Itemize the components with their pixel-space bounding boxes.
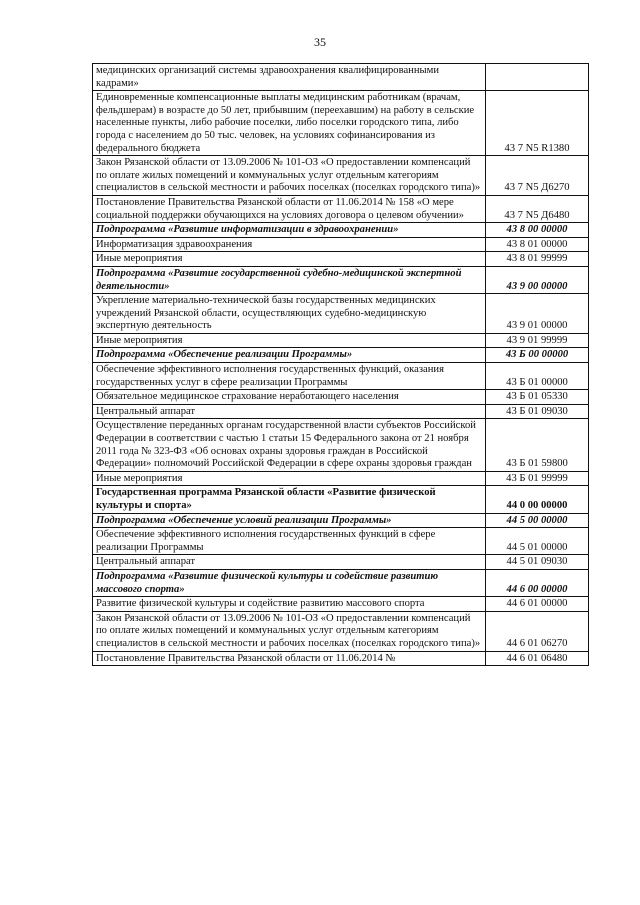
row-code-cell: 43 7 N5 R1380 [486, 91, 589, 156]
table-row [93, 195, 589, 222]
table-row [93, 252, 589, 267]
row-name-cell: Единовременные компенсационные выплаты медицинским работникам (врачам, фельдшерам) в возрасте до 50 лет, прибывшим (переехавшим) на работу в сельские населенные пункты, либо рабочие поселки, либо поселки городского типа, либо города с населением до 50 тыс. человек, на условиях софинансирования из федерального бюджета [93, 91, 486, 156]
table-row [93, 611, 589, 651]
table-row [93, 404, 589, 419]
row-code-cell: 43 7 N5 Д6480 [486, 195, 589, 222]
table-row [93, 64, 589, 91]
table-row [93, 348, 589, 363]
table-row [93, 91, 589, 156]
row-code-cell: 43 Б 01 09030 [486, 404, 589, 419]
row-code-cell: 43 8 00 00000 [486, 223, 589, 238]
row-name-cell: Подпрограмма «Развитие физической культуры и содействие развитию массового спорта» [93, 569, 486, 596]
row-name-cell: Иные мероприятия [93, 252, 486, 267]
row-name-cell: Центральный аппарат [93, 555, 486, 570]
row-code-cell: 43 Б 00 00000 [486, 348, 589, 363]
row-code-cell: 44 6 01 06480 [486, 651, 589, 666]
row-name-cell: Обязательное медицинское страхование неработающего населения [93, 390, 486, 405]
row-name-cell: Обеспечение эффективного исполнения государственных функций, оказания государственных услуг в сфере реализации Программы [93, 363, 486, 390]
row-name-cell: Подпрограмма «Обеспечение условий реализации Программы» [93, 513, 486, 528]
budget-classification-table [92, 63, 589, 666]
row-name-cell: Осуществление переданных органам государственной власти субъектов Российской Федерации в соответствии с частью 1 статьи 15 Федерального закона от 21 ноября 2011 года № 323-ФЗ «Об основах охраны здоровья граждан в Российской Федерации» полномочий Российской Федерации в сфере охраны здоровья граждан [93, 419, 486, 471]
table-row [93, 597, 589, 612]
row-name-cell: Обеспечение эффективного исполнения государственных функций в сфере реализации Программы [93, 528, 486, 555]
row-code-cell: 43 8 01 99999 [486, 252, 589, 267]
row-name-cell: Развитие физической культуры и содействие развитию массового спорта [93, 597, 486, 612]
table-row [93, 555, 589, 570]
table-row [93, 363, 589, 390]
row-name-cell: медицинских организаций системы здравоохранения квалифицированными кадрами» [93, 64, 486, 91]
row-code-cell: 44 0 00 00000 [486, 486, 589, 513]
table-row [93, 486, 589, 513]
table-row [93, 419, 589, 471]
table-row [93, 156, 589, 196]
row-code-cell: 44 5 01 09030 [486, 555, 589, 570]
row-code-cell: 43 Б 01 99999 [486, 471, 589, 486]
table-row [93, 390, 589, 405]
row-name-cell: Информатизация здравоохранения [93, 237, 486, 252]
table-row [93, 223, 589, 238]
row-code-cell: 44 5 00 00000 [486, 513, 589, 528]
row-code-cell: 43 7 N5 Д6270 [486, 156, 589, 196]
row-code-cell: 43 Б 01 00000 [486, 363, 589, 390]
table-body [93, 64, 589, 666]
row-name-cell: Постановление Правительства Рязанской области от 11.06.2014 № 158 «О мере социальной поддержки обучающихся на условиях договора о целевом обучении» [93, 195, 486, 222]
row-code-cell: 44 6 01 00000 [486, 597, 589, 612]
row-name-cell: Государственная программа Рязанской области «Развитие физической культуры и спорта» [93, 486, 486, 513]
row-name-cell: Закон Рязанской области от 13.09.2006 № 101-ОЗ «О предоставлении компенсаций по оплате жилых помещений и коммунальных услуг отдельным категориям специалистов в сельской местности и рабочих поселках (поселках городского типа)» [93, 611, 486, 651]
table-row [93, 569, 589, 596]
table-row [93, 294, 589, 334]
row-name-cell: Иные мероприятия [93, 471, 486, 486]
row-name-cell: Подпрограмма «Обеспечение реализации Программы» [93, 348, 486, 363]
table-row [93, 651, 589, 666]
table-row [93, 266, 589, 293]
row-name-cell: Постановление Правительства Рязанской области от 11.06.2014 № [93, 651, 486, 666]
page-number: 35 [314, 35, 326, 49]
row-name-cell: Подпрограмма «Развитие информатизации в здравоохранении» [93, 223, 486, 238]
row-name-cell: Укрепление материально-технической базы государственных медицинских учреждений Рязанской области, осуществляющих судебно-медицинскую экспертную деятельность [93, 294, 486, 334]
row-code-cell: 43 Б 01 05330 [486, 390, 589, 405]
row-code-cell: 43 Б 01 59800 [486, 419, 589, 471]
row-code-cell: 43 8 01 00000 [486, 237, 589, 252]
row-code-cell: 43 9 01 99999 [486, 333, 589, 348]
table-row [93, 513, 589, 528]
row-code-cell: 44 6 01 06270 [486, 611, 589, 651]
row-name-cell: Центральный аппарат [93, 404, 486, 419]
table-row [93, 528, 589, 555]
row-name-cell: Иные мероприятия [93, 333, 486, 348]
table-row [93, 333, 589, 348]
row-code-cell: 43 9 01 00000 [486, 294, 589, 334]
row-name-cell: Закон Рязанской области от 13.09.2006 № 101-ОЗ «О предоставлении компенсаций по оплате жилых помещений и коммунальных услуг отдельным категориям специалистов в сельской местности и рабочих поселках (поселках городского типа)» [93, 156, 486, 196]
row-code-cell: 44 6 00 00000 [486, 569, 589, 596]
row-code-cell: 44 5 01 00000 [486, 528, 589, 555]
row-code-cell: 43 9 00 00000 [486, 266, 589, 293]
table-row [93, 471, 589, 486]
row-name-cell: Подпрограмма «Развитие государственной судебно-медицинской экспертной деятельности» [93, 266, 486, 293]
row-code-cell [486, 64, 589, 91]
table-row [93, 237, 589, 252]
